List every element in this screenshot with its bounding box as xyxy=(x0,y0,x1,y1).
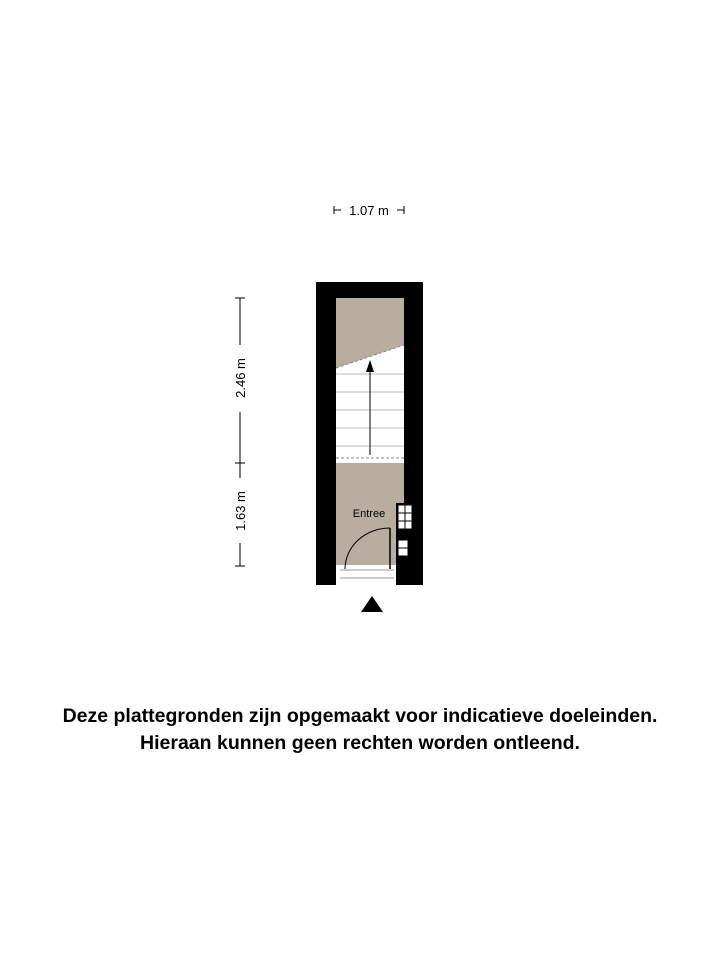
stair-threshold xyxy=(336,456,404,463)
width-dimension xyxy=(334,203,404,218)
height-dimension xyxy=(233,298,248,566)
disclaimer-line-1: Deze plattegronden zijn opgemaakt voor indicatieve doeleinden. xyxy=(62,705,658,727)
room-label-entree: Entree xyxy=(352,508,386,520)
disclaimer xyxy=(0,703,720,757)
width-label: 1.07 m xyxy=(349,203,389,218)
lower-height-label: 1.63 m xyxy=(233,491,248,531)
entrance-arrow-icon xyxy=(361,596,383,612)
upper-height-label: 2.46 m xyxy=(233,358,248,398)
disclaimer-line-2: Hieraan kunnen geen rechten worden ontleend. xyxy=(140,732,580,754)
